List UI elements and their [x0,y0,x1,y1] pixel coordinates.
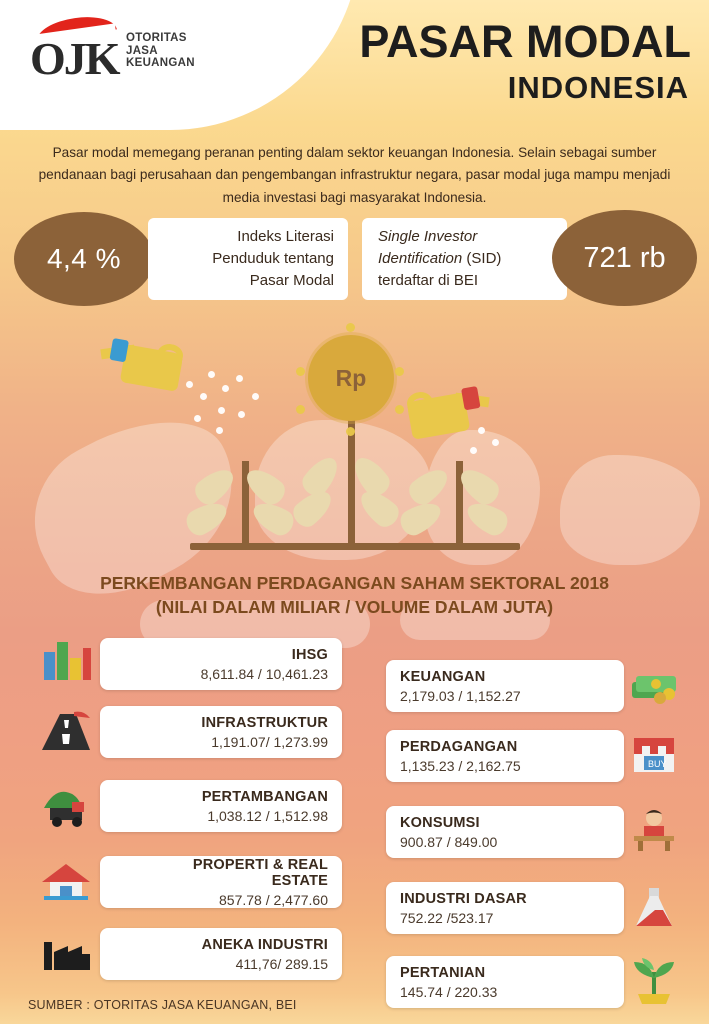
sid-label-line3: terdaftar di BEI [378,271,479,289]
literacy-label-line3: Pasar Modal [249,271,334,289]
sector-value: 145.74 / 220.33 [400,983,498,1000]
svg-text:BUY: BUY [648,759,667,769]
coin-dot-1 [296,367,305,376]
mining-truck-icon [38,780,94,832]
coin-dot-4 [395,405,404,414]
water-drop-5 [236,375,243,382]
coin-dot-2 [395,367,404,376]
sector-value: 857.78 / 2,477.60 [219,891,328,908]
water-drop-2 [222,385,229,392]
water-drop-10 [186,381,193,388]
section-heading [0,572,709,619]
section-heading-line2: (NILAI DALAM MILIAR / VOLUME DALAM JUTA) [155,596,554,617]
factory-icon [38,928,94,980]
flask-icon [626,882,682,934]
source-note: SUMBER : OTORITAS JASA KEUANGAN, BEI [28,998,297,1012]
sector-card-infrastruktur[interactable] [100,706,342,758]
stem-center [348,419,355,545]
water-drop-11 [478,427,485,434]
sector-value: 1,038.12 / 1,512.98 [207,807,328,824]
water-drop-6 [194,415,201,422]
water-drop-9 [252,393,259,400]
sector-name: PROPERTI & REAL ESTATE [192,856,328,889]
sector-card-aneka-industri[interactable] [100,928,342,980]
sector-name: KEUANGAN [400,668,486,685]
sector-card-ihsg[interactable] [100,638,342,690]
can-handle-left [155,342,184,368]
literacy-label-line2: Penduduk tentang [212,250,334,268]
coin-dot-6 [346,427,355,436]
coin-dot-5 [346,323,355,332]
sector-value: 1,191.07/ 1,273.99 [211,733,328,750]
intro-paragraph: Pasar modal memegang peranan penting dalam sektor keuangan Indonesia. Selain sebagai sumber pendanaan bagi perusahaan dan pengembangan infrastruktur negara, pasar modal juga mampu menjadi media investasi bagi masyarakat Indonesia. [38,145,671,205]
page-header [0,0,709,128]
dining-icon [626,806,682,858]
ojk-word-2: JASA [126,44,158,57]
money-icon [626,660,682,712]
can-cap-right [461,386,481,410]
sector-name: INFRASTRUKTUR [201,714,328,731]
literacy-label-card [148,218,348,300]
leaf-left-1 [190,463,239,509]
sid-label-line2: Identification [378,250,463,268]
water-drop-12 [492,439,499,446]
sector-card-pertanian[interactable] [386,956,624,1008]
sector-card-pertambangan[interactable] [100,780,342,832]
sector-name: ANEKA INDUSTRI [201,936,328,953]
sector-name: PERDAGANGAN [400,738,518,755]
page-title: PASAR MODAL [359,16,691,67]
sector-value: 411,76/ 289.15 [235,955,328,972]
leaf-right-1 [404,463,453,509]
ojk-word-1: OTORITAS [126,31,187,44]
water-drop-13 [470,447,477,454]
sector-value: 752.22 /523.17 [400,909,494,926]
ojk-logo [30,18,195,84]
can-handle-right [405,390,434,416]
page-subtitle: INDONESIA [507,70,689,105]
sector-name: KONSUMSI [400,814,480,831]
literacy-label-line1: Indeks Literasi [237,228,334,246]
water-drop-8 [238,411,245,418]
rupiah-coin-icon [308,335,394,421]
sector-card-properti[interactable] [100,856,342,908]
sid-label-line1: Single Investor [378,228,478,246]
ojk-mark-icon [30,18,119,84]
coin-dot-3 [296,405,305,414]
ojk-wordmark [126,32,195,71]
ojk-word-3: KEUANGAN [126,57,195,70]
house-icon [38,856,94,908]
plant-icon [626,956,682,1008]
sector-card-konsumsi[interactable] [386,806,624,858]
sector-name: PERTAMBANGAN [201,788,328,805]
sector-value: 1,135.23 / 2,162.75 [400,757,521,774]
sector-card-keuangan[interactable] [386,660,624,712]
water-drop-4 [218,407,225,414]
water-drop-3 [200,393,207,400]
plant-illustration [90,315,630,565]
sector-name: INDUSTRI DASAR [400,890,527,907]
sector-card-perdagangan[interactable] [386,730,667,782]
coin-label: Rp [335,364,367,391]
sector-value: 8,611.84 / 10,461.23 [200,665,328,682]
sid-label-card [362,218,567,300]
sector-name: IHSG [291,646,328,663]
shop-icon [626,730,682,782]
bar-chart-icon [38,638,94,690]
sector-value: 900.87 / 849.00 [400,833,498,850]
sector-value: 2,179.03 / 1,152.27 [400,687,521,704]
section-heading-line1: PERKEMBANGAN PERDAGANGAN SAHAM SEKTORAL 2018 [100,573,609,593]
sid-value-circle: 721 rb [552,210,697,306]
soil-line [190,543,520,550]
water-drop-1 [208,371,215,378]
sid-label-line2b: (SID) [462,250,502,268]
sid-label-line2-wrap [378,248,501,270]
sector-name: PERTANIAN [400,964,486,981]
ojk-initials: OJK [30,33,119,84]
water-drop-7 [216,427,223,434]
sector-card-industri-dasar[interactable] [386,882,624,934]
road-icon [38,706,94,758]
literacy-value-circle: 4,4 % [14,212,154,306]
